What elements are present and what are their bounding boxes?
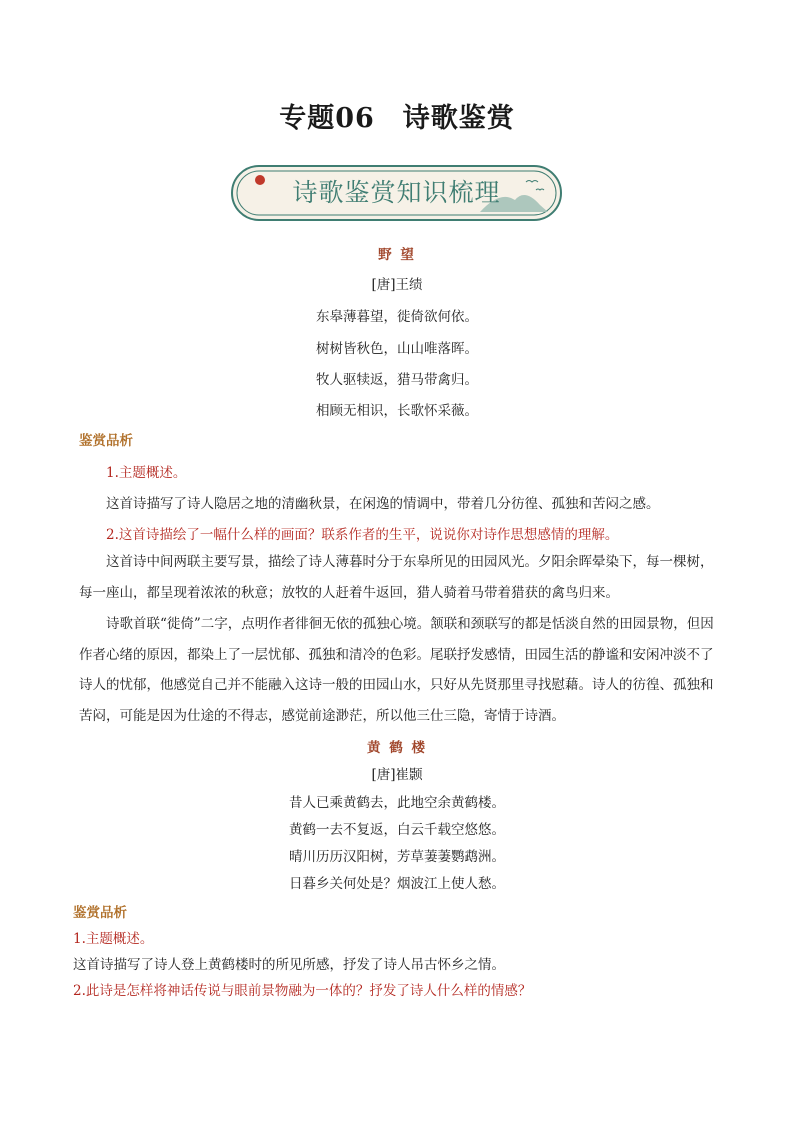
question-2: 2.此诗是怎样将神话传说与眼前景物融为一体的？抒发了诗人什么样的情感？: [73, 983, 532, 999]
page-title: 专题06 诗歌鉴赏: [279, 103, 515, 134]
section-banner: [230, 160, 563, 226]
question-1: 1.主题概述。: [73, 931, 154, 947]
banner-title: 诗歌鉴赏知识梳理: [292, 178, 501, 207]
poem1-author: [唐]王绩: [371, 277, 423, 293]
poem1-line: 相顾无相识，长歌怀采薇。: [316, 403, 478, 419]
poem1-line: 东皋薄暮望，徙倚欲何依。: [316, 309, 478, 325]
answer-1: 这首诗描写了诗人登上黄鹤楼时的所见所感，抒发了诗人吊古怀乡之情。: [73, 957, 505, 973]
poem1-line: 牧人驱犊返，猎马带禽归。: [316, 372, 478, 388]
analysis-heading: 鉴赏品析: [73, 905, 127, 921]
question-2: 2.这首诗描绘了一幅什么样的画面？联系作者的生平，说说你对诗作思想感情的理解。: [106, 527, 619, 543]
answer-3-paragraph: 诗歌首联“徙倚”二字，点明作者徘徊无依的孤独心境。颔联和颈联写的都是恬淡自然的田园景物，但因作者心绪的原因，都染上了一层忧郁、孤独和清冷的色彩。尾联抒发感情，田园生活的静谧和安闲冲淡不了诗人的忧郁，他感觉自己并不能融入这诗一般的田园山水，只好从先贤那里寻找慰藉。诗人的彷徨、孤独和苦闷，可能是因为仕途的不得志，感觉前途渺茫，所以他三仕三隐，寄情于诗酒。: [79, 616, 714, 724]
question-1: 1.主题概述。: [106, 465, 187, 481]
poem2-line: 日暮乡关何处是？烟波江上使人愁。: [289, 876, 505, 892]
analysis-heading: 鉴赏品析: [79, 433, 133, 449]
poem2-author: [唐]崔颢: [371, 767, 423, 783]
poem1-title: 野 望: [378, 247, 416, 263]
poem2-line: 昔人已乘黄鹤去，此地空余黄鹤楼。: [289, 795, 505, 811]
answer-1: 这首诗描写了诗人隐居之地的清幽秋景，在闲逸的情调中，带着几分彷徨、孤独和苦闷之感。: [106, 496, 660, 512]
poem2-line: 晴川历历汉阳树，芳草萋萋鹦鹉洲。: [289, 849, 505, 865]
poem2-line: 黄鹤一去不复返，白云千载空悠悠。: [289, 822, 505, 838]
poem2-title: 黄 鹤 楼: [367, 740, 427, 756]
answer-2-paragraph: 这首诗中间两联主要写景，描绘了诗人薄暮时分于东皋所见的田园风光。夕阳余晖晕染下，每一棵树，每一座山，都呈现着浓浓的秋意；放牧的人赶着牛返回，猎人骑着马带着猎获的禽鸟归来。: [79, 554, 714, 601]
poem1-line: 树树皆秋色，山山唯落晖。: [316, 341, 478, 357]
